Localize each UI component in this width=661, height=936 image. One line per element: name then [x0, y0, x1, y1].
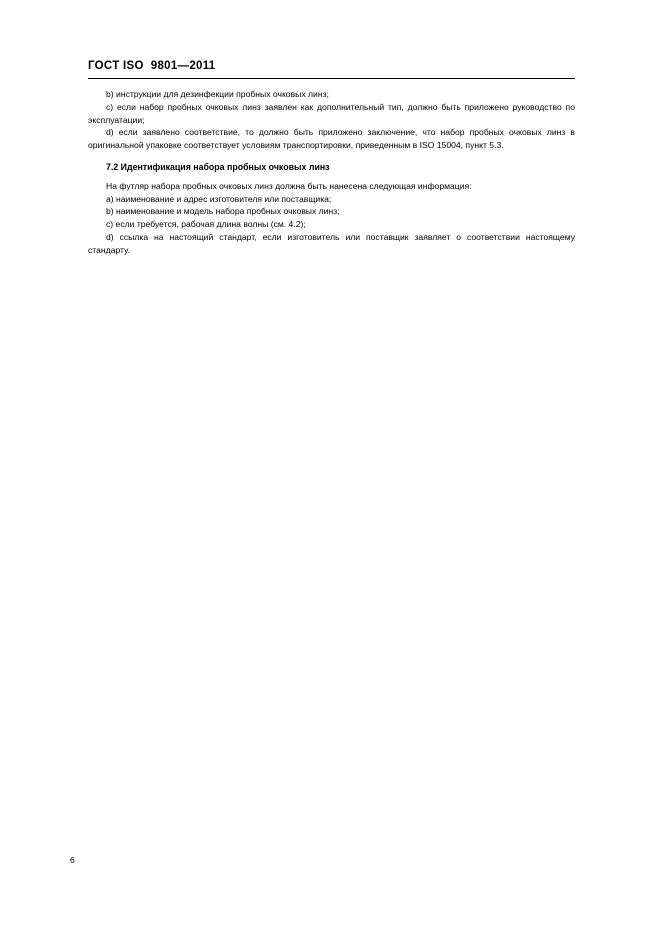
list-item-d: d) ссылка на настоящий стандарт, если изготовитель или поставщик заявляет о соответствии настоящему стандарту.: [88, 231, 575, 255]
list-item-c-first: c) если набор пробных очковых линз заявлен как дополнительный тип, должно быть приложено руководство по эксплуатации;: [88, 101, 575, 125]
list-item-c: c) если требуется, рабочая длина волны (см. 4.2);: [106, 219, 306, 230]
document-body: [88, 88, 575, 257]
list-item-b: b) наименование и модель набора пробных очковых линз;: [106, 206, 340, 217]
section-heading-7-2: 7.2 Идентификация набора пробных очковых линз: [106, 161, 330, 172]
header-divider: [88, 78, 575, 79]
page-header: ГОСТ ISO 9801—2011: [88, 60, 216, 72]
section-intro-paragraph: На футляр набора пробных очковых линз должна быть нанесена следующая информация:: [106, 180, 472, 191]
list-item-d-first: d) если заявлено соответствие, то должно быть приложено заключение, что набор пробных очковых линз в оригинальной упаковке соответствует условиям транспортировки, приведенным в ISO 15004, пункт 5.3.: [88, 127, 575, 151]
list-item-a: a) наименование и адрес изготовителя или поставщика;: [106, 193, 332, 204]
list-item-b-first: b) инструкции для дезинфекции пробных очковых линз;: [106, 89, 329, 99]
page-number: 6: [70, 855, 75, 865]
